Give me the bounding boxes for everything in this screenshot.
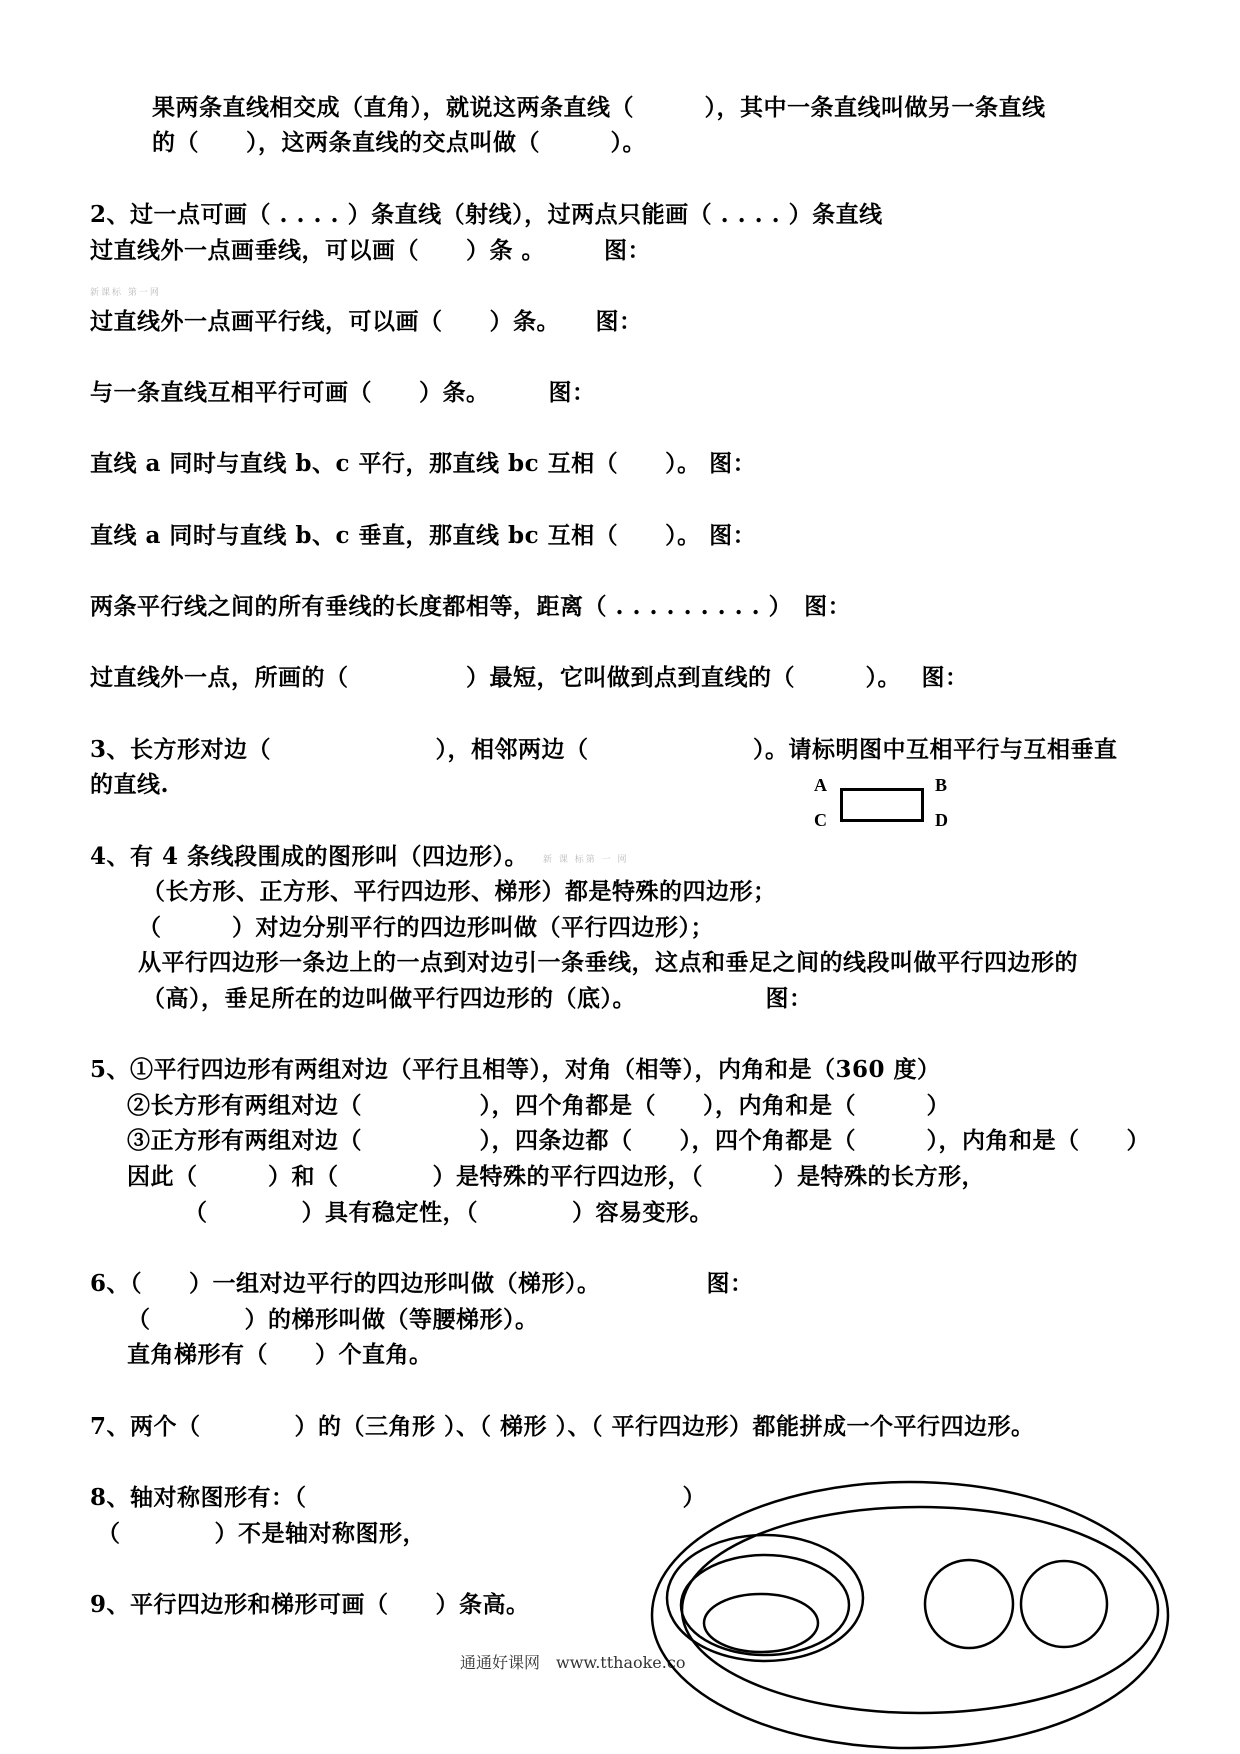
line-5: 过直线外一点画平行线，可以画（ ）条。 图： [90,308,643,335]
line-20: ③正方形有两组对边（ ），四条边都（ ），四个角都是（ ），内角和是（ ） [127,1127,1150,1154]
rect-label-d: D [935,810,948,830]
line-1: 果两条直线相交成（直角），就说这两条直线（ ），其中一条直线叫做另一条直线 [152,94,1046,121]
line-28: （ ）不是轴对称图形， [97,1520,426,1547]
rectangle-shape [840,788,924,822]
line-8: 直线 a 同时与直线 b、c 垂直，那直线 bc 互相（ ）。 图： [90,522,757,549]
line-21: 因此（ ）和（ ）是特殊的平行四边形，（ ）是特殊的长方形， [127,1163,985,1190]
rect-label-a: A [814,775,827,795]
line-18: 5、①平行四边形有两组对边（平行且相等），对角（相等），内角和是（360 度） [90,1056,941,1083]
line-26: 7、两个（ ）的（三角形 ）、（ 梯形 ）、（ 平行四边形）都能拼成一个平行四边形。 [90,1413,1035,1440]
line-2: 的（ ），这两条直线的交点叫做（ ）。 [152,129,646,156]
line-10: 过直线外一点，所画的（ ）最短，它叫做到点到直线的（ ）。 图： [90,664,969,691]
line-6: 与一条直线互相平行可画（ ）条。 图： [90,379,596,406]
line-13: 4、有 4 条线段围成的图形叫（四边形）。 [90,843,529,870]
venn-left-inner-ellipse [681,1555,849,1655]
footer: 通通好课网 www.tthaoke.co [460,1653,686,1672]
line-22: （ ）具有稳定性，（ ）容易变形。 [184,1199,713,1226]
rect-label-b: B [935,775,948,795]
line-25: 直角梯形有（ ）个直角。 [127,1341,433,1368]
line-29: 9、平行四边形和梯形可画（ ）条高。 [90,1591,530,1618]
venn-large-ellipse [682,1507,1158,1713]
line-4: 过直线外一点画垂线，可以画（ ）条 。 图： [90,237,652,264]
watermark-2: 新 课 标第 一 网 [543,855,629,865]
line-23: 6、（ ）一组对边平行的四边形叫做（梯形）。 图： [90,1270,754,1297]
line-9: 两条平行线之间的所有垂线的长度都相等，距离（ . . . . . . . . . ） 图： [90,593,852,620]
line-27: 8、轴对称图形有：（ ） [90,1484,707,1511]
venn-middle-circle [925,1560,1013,1648]
line-24: （ ）的梯形叫做（等腰梯形）。 [127,1306,539,1333]
venn-right-circle [1021,1561,1107,1647]
line-7: 直线 a 同时与直线 b、c 平行，那直线 bc 互相（ ）。 图： [90,450,757,477]
watermark-1: 新课标 第一网 [90,288,161,298]
line-15: （ ）对边分别平行的四边形叫做（平行四边形）； [138,914,714,941]
venn-outer-ellipse [652,1482,1168,1748]
line-11: 3、长方形对边（ ），相邻两边（ ）。请标明图中互相平行与互相垂直 [90,736,1118,763]
rect-label-c: C [814,810,827,830]
line-17: （高），垂足所在的边叫做平行四边形的（底）。 图： [142,985,813,1012]
line-14: （长方形、正方形、平行四边形、梯形）都是特殊的四边形； [142,878,777,905]
line-16: 从平行四边形一条边上的一点到对边引一条垂线，这点和垂足之间的线段叫做平行四边形的 [138,949,1078,976]
line-12: 的直线. [90,771,170,798]
venn-small-ellipse [704,1594,818,1652]
line-3: 2、过一点可画（ . . . . ）条直线（射线），过两点只能画（ . . . . ）条直线 [90,201,883,228]
venn-diagram [650,1470,1170,1750]
line-19: ②长方形有两组对边（ ），四个角都是（ ），内角和是（ ） [127,1092,950,1119]
